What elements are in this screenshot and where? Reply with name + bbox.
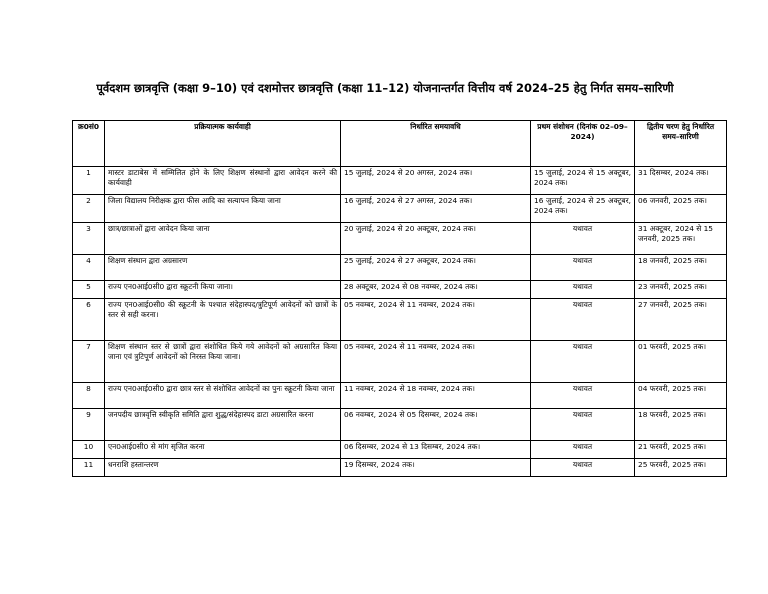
row-action: शिक्षण संस्थान स्तर से छात्रों द्वारा संशोधित किये गये आवेदनों को अग्रसारित किया जाना एवं त्रुटिपूर्ण आवेदनों को निरस्त किया जाना। [105,341,341,383]
row-second-phase: 25 फरवरी, 2025 तक। [635,459,727,477]
row-second-phase: 18 फरवरी, 2025 तक। [635,409,727,441]
row-second-phase: 21 फरवरी, 2025 तक। [635,441,727,459]
table-row [73,167,727,195]
row-schedule: 05 नवम्बर, 2024 से 11 नवम्बर, 2024 तक। [341,341,531,383]
table-row [73,299,727,341]
row-serial-number: 4 [73,255,105,281]
table-header-row [73,121,727,167]
row-second-phase: 23 जनवरी, 2025 तक। [635,281,727,299]
row-schedule: 06 दिसम्बर, 2024 से 13 दिसम्बर, 2024 तक। [341,441,531,459]
row-serial-number: 9 [73,409,105,441]
table-row [73,383,727,409]
table-row [73,409,727,441]
row-first-amendment: 15 जुलाई, 2024 से 15 अक्टूबर, 2024 तक। [531,167,635,195]
schedule-table [72,120,727,477]
row-schedule: 15 जुलाई, 2024 से 20 अगस्त, 2024 तक। [341,167,531,195]
header-serial-number: क्र0सं0 [73,121,105,167]
table-body [73,167,727,477]
row-schedule: 19 दिसम्बर, 2024 तक। [341,459,531,477]
row-action: छात्र/छात्राओं द्वारा आवेदन किया जाना [105,223,341,255]
header-procedural-action: प्रक्रियात्मक कार्यवाही [105,121,341,167]
row-serial-number: 11 [73,459,105,477]
row-first-amendment: यथावत [531,255,635,281]
row-first-amendment: यथावत [531,281,635,299]
row-first-amendment: यथावत [531,341,635,383]
row-serial-number: 5 [73,281,105,299]
header-first-amendment: प्रथम संशोधन (दिनांक 02–09–2024) [531,121,635,167]
row-serial-number: 10 [73,441,105,459]
row-second-phase: 06 जनवरी, 2025 तक। [635,195,727,223]
row-schedule: 16 जुलाई, 2024 से 27 अगस्त, 2024 तक। [341,195,531,223]
row-action: मास्टर डाटाबेस में सम्मिलित होने के लिए शिक्षण संस्थानों द्वारा आवेदन करने की कार्यवाही [105,167,341,195]
document-title: पूर्वदशम छात्रवृत्ति (कक्षा 9–10) एवं दशमोत्तर छात्रवृत्ति (कक्षा 11–12) योजनान्तर्गत वित्तीय वर्ष 2024–25 हेतु निर्गत समय–सारिणी [96,81,674,95]
row-first-amendment: यथावत [531,409,635,441]
row-serial-number: 6 [73,299,105,341]
row-action: राज्य एन0आई0सी0 द्वारा स्क्रूटनी किया जाना। [105,281,341,299]
table-row [73,195,727,223]
row-schedule: 06 नवम्बर, 2024 से 05 दिसम्बर, 2024 तक। [341,409,531,441]
row-schedule: 05 नवम्बर, 2024 से 11 नवम्बर, 2024 तक। [341,299,531,341]
row-serial-number: 3 [73,223,105,255]
row-schedule: 28 अक्टूबर, 2024 से 08 नवम्बर, 2024 तक। [341,281,531,299]
row-second-phase: 04 फरवरी, 2025 तक। [635,383,727,409]
row-second-phase: 31 अक्टूबर, 2024 से 15 जनवरी, 2025 तक। [635,223,727,255]
row-schedule: 20 जुलाई, 2024 से 20 अक्टूबर, 2024 तक। [341,223,531,255]
row-first-amendment: यथावत [531,223,635,255]
row-schedule: 25 जुलाई, 2024 से 27 अक्टूबर, 2024 तक। [341,255,531,281]
row-schedule: 11 नवम्बर, 2024 से 18 नवम्बर, 2024 तक। [341,383,531,409]
row-serial-number: 1 [73,167,105,195]
row-action: धनराशि हस्तान्तरण [105,459,341,477]
row-first-amendment: यथावत [531,299,635,341]
row-serial-number: 7 [73,341,105,383]
row-first-amendment: यथावत [531,383,635,409]
row-action: जिला विद्यालय निरीक्षक द्वारा फीस आदि का सत्यापन किया जाना [105,195,341,223]
row-first-amendment: 16 जुलाई, 2024 से 25 अक्टूबर, 2024 तक। [531,195,635,223]
row-second-phase: 31 दिसम्बर, 2024 तक। [635,167,727,195]
header-scheduled-period: निर्धारित समयावधि [341,121,531,167]
row-action: एन0आई0सी0 से मांग सृजित करना [105,441,341,459]
table-row [73,223,727,255]
table-row [73,459,727,477]
row-action: राज्य एन0आई0सी0 की स्क्रूटनी के पश्चात संदेहास्पद/त्रुटिपूर्ण आवेदनों को छात्रों के स्तर से सही करना। [105,299,341,341]
row-second-phase: 27 जनवरी, 2025 तक। [635,299,727,341]
row-action: शिक्षण संस्थान द्वारा अग्रसारण [105,255,341,281]
row-serial-number: 2 [73,195,105,223]
table-row [73,281,727,299]
table-row [73,255,727,281]
header-second-phase: द्वितीय चरण हेतु निर्धारित समय–सारिणी [635,121,727,167]
table-row [73,441,727,459]
row-first-amendment: यथावत [531,459,635,477]
row-first-amendment: यथावत [531,441,635,459]
row-second-phase: 01 फरवरी, 2025 तक। [635,341,727,383]
row-action: राज्य एन0आई0सी0 द्वारा छात्र स्तर से संशोधित आवेदनों का पुनः स्क्रूटनी किया जाना [105,383,341,409]
row-second-phase: 18 जनवरी, 2025 तक। [635,255,727,281]
row-serial-number: 8 [73,383,105,409]
table-row [73,341,727,383]
row-action: जनपदीय छात्रवृत्ति स्वीकृति समिति द्वारा शुद्ध/संदेहास्पद डाटा अग्रसारित करना [105,409,341,441]
